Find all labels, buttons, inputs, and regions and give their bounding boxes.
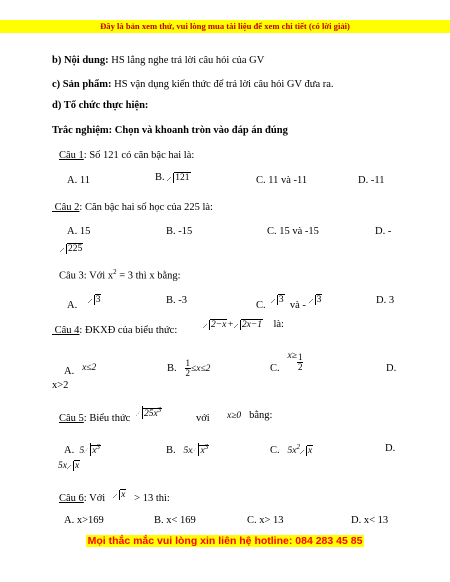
q1-option-c[interactable]: C. 11 và -11	[256, 175, 308, 186]
sqrt-symbol: 3	[309, 295, 323, 305]
q3-option-d[interactable]: D. 3	[376, 295, 395, 306]
q1-option-a[interactable]: A. 11	[67, 175, 90, 186]
preview-banner: Đây là bản xem thử, vui lòng mua tài liệu để xem chi tiết (có lời giải)	[0, 20, 450, 33]
section-b: b) Nội dung: HS lắng nghe trả lời câu hỏi của GV	[52, 55, 265, 66]
sqrt-symbol: $x^3$	[84, 443, 101, 456]
q6-option-c[interactable]: C. x> 13	[247, 515, 284, 526]
q5-expression	[136, 406, 162, 419]
question-5: Câu 5: Biểu thức	[59, 413, 131, 424]
q5-option-d-continued: 5x x	[58, 461, 80, 471]
q5-with: với	[196, 413, 210, 424]
question-1: Câu 1: Số 121 có căn bậc hai là:	[59, 150, 195, 161]
q6-option-b[interactable]: B. x< 169	[154, 515, 196, 526]
q2-option-b[interactable]: B. -15	[166, 226, 193, 237]
q1-option-b[interactable]: B. 121	[155, 172, 190, 183]
sqrt-symbol: 2x−1	[234, 320, 263, 330]
q3-option-b[interactable]: B. -3	[166, 295, 187, 306]
q5-option-a[interactable]: A. 5 $x^3$	[64, 443, 100, 457]
q6-option-a[interactable]: A. x>169	[64, 515, 104, 526]
q4-option-c[interactable]: C. x≥ $\frac{1}{2}$	[270, 351, 303, 374]
hotline-banner: Mọi thắc mắc vui lòng xin liên hệ hotline: 084 283 45 85	[87, 535, 363, 547]
q6-option-d[interactable]: D. x< 13	[351, 515, 389, 526]
sqrt-symbol: 225	[60, 244, 83, 254]
q5-option-b[interactable]: B. 5x $x^3$	[166, 443, 209, 457]
sqrt-symbol: $x^3$	[192, 443, 209, 456]
sqrt-symbol: $25x^3$	[136, 406, 162, 419]
q3-option-a[interactable]: A. 3	[67, 295, 101, 311]
q2-option-d-continued	[60, 243, 83, 254]
quiz-title: Trắc nghiệm: Chọn và khoanh tròn vào đáp án đúng	[52, 125, 288, 136]
q3-option-c[interactable]: C. 3 và - 3	[256, 295, 322, 311]
question-3: Câu 3: Với $x^2 = 3$ thì x bằng:	[59, 268, 181, 282]
section-c: c) Sản phẩm: HS vận dụng kiến thức để trả lời câu hỏi GV đưa ra.	[52, 79, 334, 90]
q4-option-d[interactable]: D.	[386, 363, 397, 374]
fraction: $\frac{1}{2}$	[185, 358, 191, 379]
q2-option-d[interactable]: D. -	[375, 226, 392, 237]
question-6: Câu 6: Với x > 13 thì:	[59, 490, 170, 504]
sqrt-symbol: x	[300, 446, 313, 456]
q5-option-c[interactable]: C. $5x^2$ x	[270, 443, 313, 457]
sqrt-symbol: 3	[271, 295, 285, 305]
sqrt-symbol: 2−x	[203, 320, 227, 330]
section-d: d) Tổ chức thực hiện:	[52, 100, 149, 111]
sqrt-symbol: 121	[167, 173, 190, 183]
sqrt-symbol: x	[113, 490, 126, 500]
sqrt-symbol: x	[67, 461, 80, 471]
q4-expression: 2−x+ 2x−1 là:	[203, 319, 284, 330]
q5-option-d[interactable]: D.	[385, 443, 396, 454]
question-4: Câu 4: ĐKXĐ của biểu thức:	[54, 325, 178, 336]
q4-option-d-continued: x>2	[52, 380, 69, 391]
fraction: $\frac{1}{2}$	[297, 352, 303, 373]
q2-option-a[interactable]: A. 15	[67, 226, 91, 237]
q4-option-b[interactable]: B. $\frac{1}{2}$ ≤x≤2	[167, 358, 211, 379]
sqrt-symbol: 3	[88, 295, 102, 305]
q4-option-a[interactable]: A. x≤2	[64, 363, 97, 377]
q1-option-d[interactable]: D. -11	[358, 175, 385, 186]
q2-option-c[interactable]: C. 15 và -15	[267, 226, 319, 237]
question-2: Câu 2: Căn bậc hai số học của 225 là:	[54, 202, 213, 213]
q5-condition: x≥0 bằng:	[227, 410, 273, 421]
